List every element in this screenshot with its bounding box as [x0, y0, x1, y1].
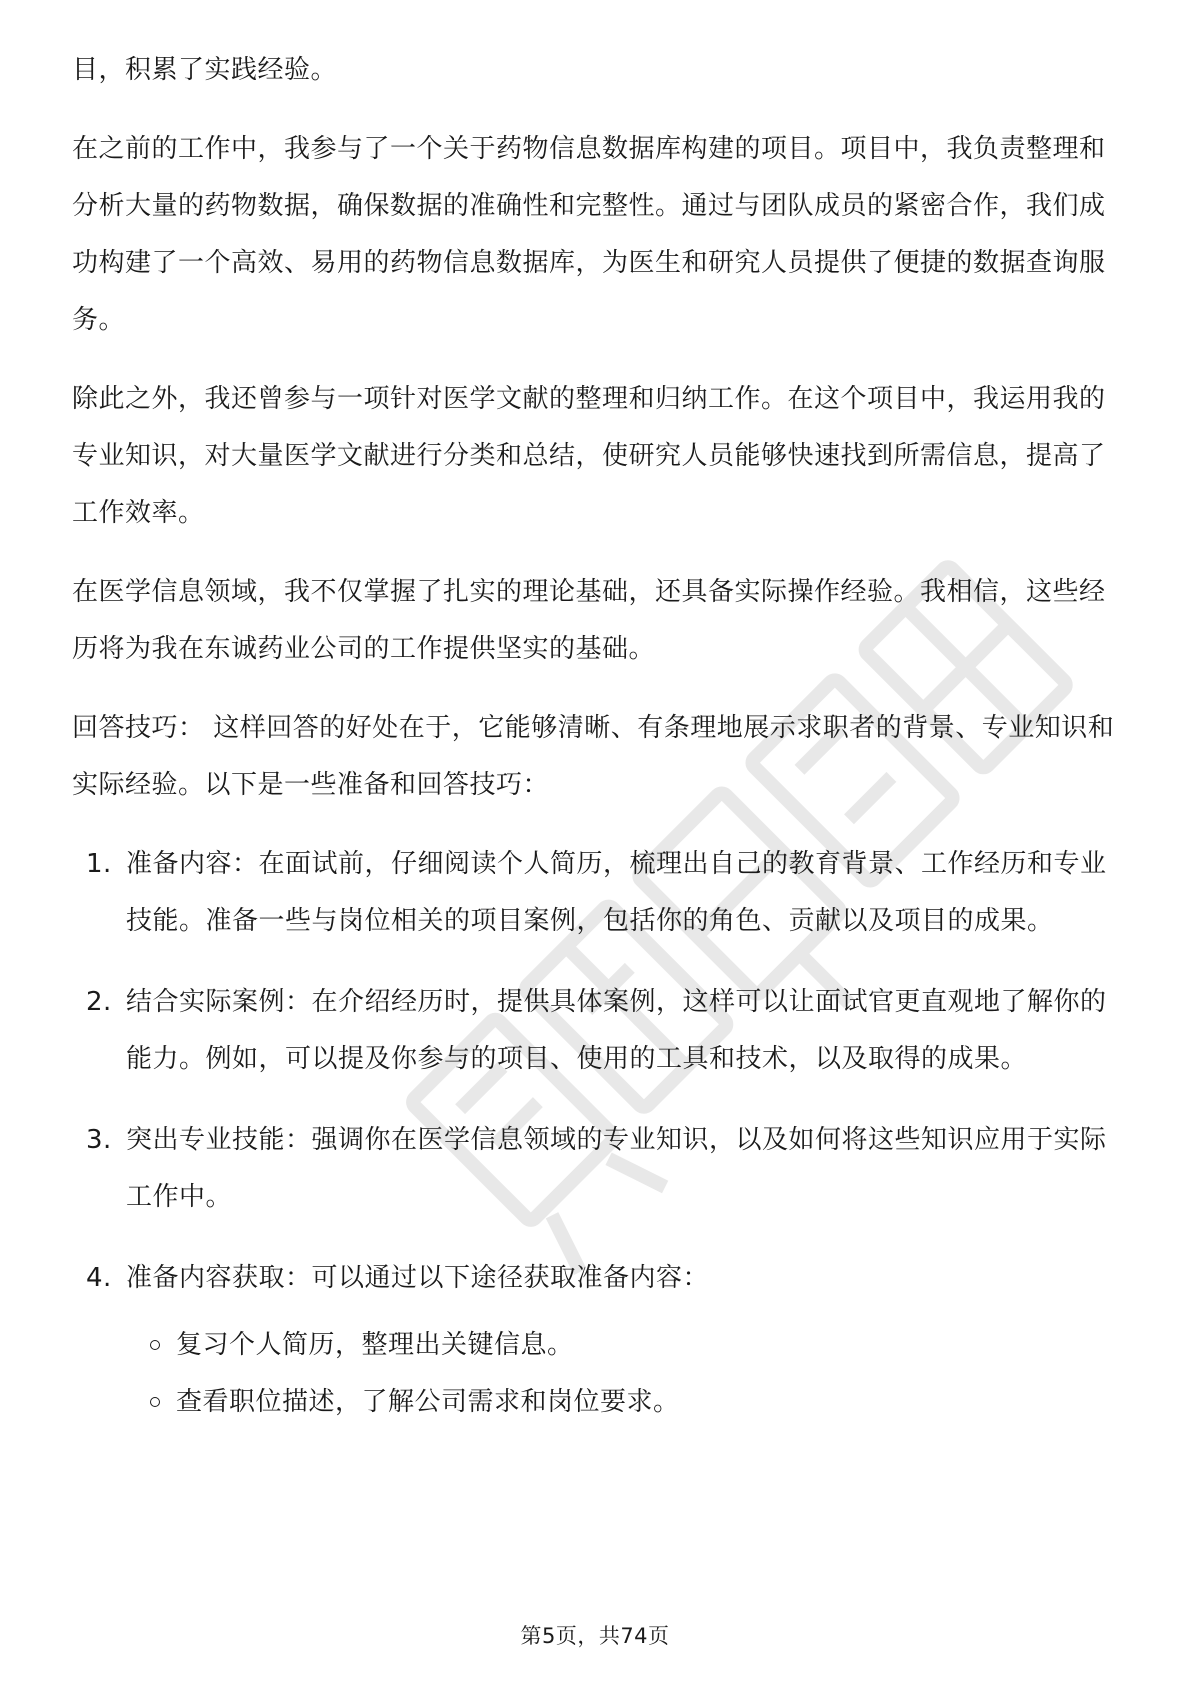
sub-list-item-text: 复习个人简历，整理出关键信息。 — [176, 1330, 574, 1360]
sub-list — [72, 1317, 1120, 1431]
sub-list-item-text: 查看职位描述，了解公司需求和岗位要求。 — [176, 1387, 680, 1417]
tips-list — [72, 836, 1120, 1307]
sub-list-item — [72, 1374, 1120, 1431]
page-number-footer: 第5页，共74页 — [520, 1624, 670, 1648]
list-number: 3. — [86, 1125, 112, 1155]
paragraph-database-project: 在之前的工作中，我参与了一个关于药物信息数据库构建的项目。项目中，我负责整理和分析大量的药物数据，确保数据的准确性和完整性。通过与团队成员的紧密合作，我们成功构建了一个高效、易用的药物信息数据库，为医生和研究人员提供了便捷的数据查询服务。 — [72, 134, 1106, 335]
sub-list-item — [72, 1317, 1120, 1374]
list-item — [72, 836, 1120, 950]
document-body — [72, 42, 1120, 1431]
paragraph-literature-work: 除此之外，我还曾参与一项针对医学文献的整理和归纳工作。在这个项目中，我运用我的专业知识，对大量医学文献进行分类和总结，使研究人员能够快速找到所需信息，提高了工作效率。 — [72, 384, 1106, 528]
list-number: 2. — [86, 987, 112, 1017]
paragraph-continuation: 目，积累了实践经验。 — [72, 55, 338, 85]
list-item-text: 准备内容：在面试前，仔细阅读个人简历，梳理出自己的教育背景、工作经历和专业技能。准备一些与岗位相关的项目案例，包括你的角色、贡献以及项目的成果。 — [126, 849, 1107, 936]
hollow-bullet-icon — [150, 1340, 160, 1350]
list-number: 1. — [86, 849, 112, 879]
list-item-text: 准备内容获取：可以通过以下途径获取准备内容： — [126, 1263, 710, 1293]
list-item-text: 结合实际案例：在介绍经历时，提供具体案例，这样可以让面试官更直观地了解你的能力。例如，可以提及你参与的项目、使用的工具和技术，以及取得的成果。 — [126, 987, 1107, 1074]
paragraph-answer-tips: 回答技巧： 这样回答的好处在于，它能够清晰、有条理地展示求职者的背景、专业知识和实际经验。以下是一些准备和回答技巧： — [72, 713, 1115, 800]
list-item — [72, 1112, 1120, 1226]
paragraph-summary: 在医学信息领域，我不仅掌握了扎实的理论基础，还具备实际操作经验。我相信，这些经历将为我在东诚药业公司的工作提供坚实的基础。 — [72, 577, 1106, 664]
list-item — [72, 1250, 1120, 1307]
hollow-bullet-icon — [150, 1397, 160, 1407]
list-item — [72, 974, 1120, 1088]
list-number: 4. — [86, 1263, 112, 1293]
list-item-text: 突出专业技能：强调你在医学信息领域的专业知识，以及如何将这些知识应用于实际工作中。 — [126, 1125, 1107, 1212]
